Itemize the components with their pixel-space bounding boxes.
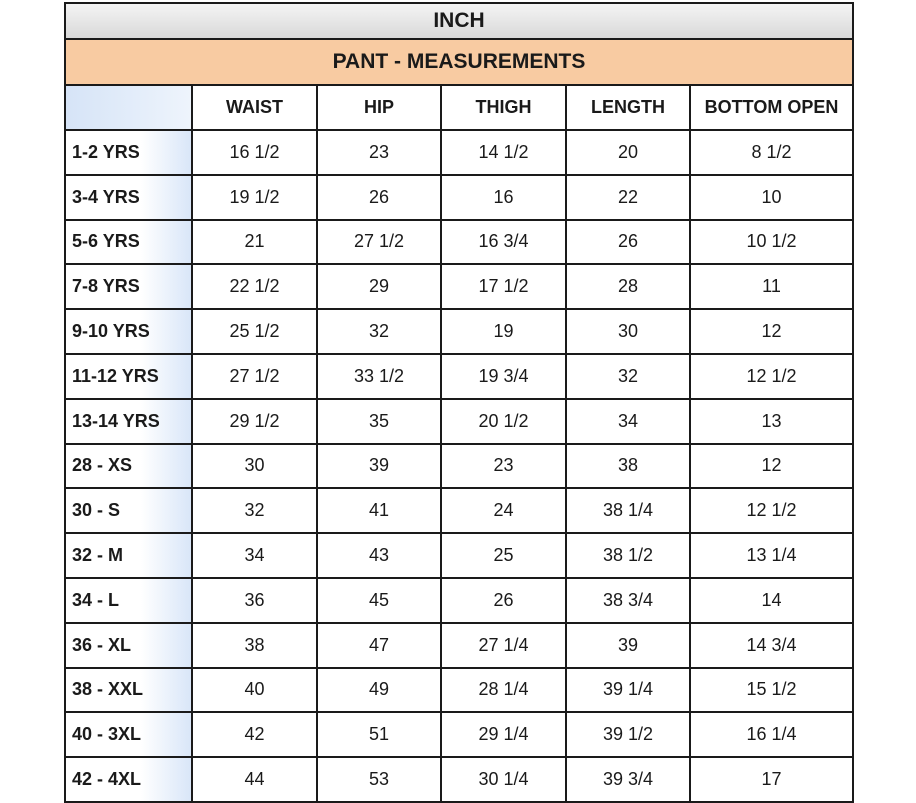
waist-cell: 29 1/2 bbox=[192, 399, 317, 444]
table-row bbox=[66, 175, 852, 220]
length-cell: 32 bbox=[566, 354, 690, 399]
hip-cell: 26 bbox=[317, 175, 441, 220]
hip-cell: 39 bbox=[317, 444, 441, 489]
thigh-column-header: THIGH bbox=[441, 86, 566, 130]
hip-column-header: HIP bbox=[317, 86, 441, 130]
length-cell: 38 1/2 bbox=[566, 533, 690, 578]
waist-cell: 16 1/2 bbox=[192, 130, 317, 175]
waist-cell: 34 bbox=[192, 533, 317, 578]
unit-label: INCH bbox=[66, 4, 852, 40]
length-cell: 39 bbox=[566, 623, 690, 668]
thigh-cell: 16 bbox=[441, 175, 566, 220]
thigh-cell: 14 1/2 bbox=[441, 130, 566, 175]
hip-cell: 33 1/2 bbox=[317, 354, 441, 399]
thigh-cell: 28 1/4 bbox=[441, 668, 566, 713]
waist-cell: 42 bbox=[192, 712, 317, 757]
length-column-header: LENGTH bbox=[566, 86, 690, 130]
waist-cell: 27 1/2 bbox=[192, 354, 317, 399]
hip-cell: 45 bbox=[317, 578, 441, 623]
hip-cell: 29 bbox=[317, 264, 441, 309]
size-column-header bbox=[66, 86, 192, 130]
waist-cell: 40 bbox=[192, 668, 317, 713]
length-cell: 39 1/2 bbox=[566, 712, 690, 757]
header-row bbox=[66, 86, 852, 130]
thigh-cell: 29 1/4 bbox=[441, 712, 566, 757]
length-cell: 30 bbox=[566, 309, 690, 354]
thigh-cell: 27 1/4 bbox=[441, 623, 566, 668]
waist-cell: 36 bbox=[192, 578, 317, 623]
table-row bbox=[66, 757, 852, 801]
waist-cell: 21 bbox=[192, 220, 317, 265]
hip-cell: 35 bbox=[317, 399, 441, 444]
length-cell: 38 1/4 bbox=[566, 488, 690, 533]
table-row bbox=[66, 623, 852, 668]
table-row bbox=[66, 488, 852, 533]
table-body bbox=[66, 130, 852, 801]
hip-cell: 43 bbox=[317, 533, 441, 578]
table-row bbox=[66, 309, 852, 354]
bottom-open-cell: 13 bbox=[690, 399, 852, 444]
chart-title: PANT - MEASUREMENTS bbox=[66, 40, 852, 86]
table-row bbox=[66, 130, 852, 175]
thigh-cell: 26 bbox=[441, 578, 566, 623]
bottom-open-cell: 10 bbox=[690, 175, 852, 220]
measurement-table bbox=[66, 86, 852, 801]
table-row bbox=[66, 220, 852, 265]
size-cell: 28 - XS bbox=[66, 444, 192, 489]
hip-cell: 49 bbox=[317, 668, 441, 713]
length-cell: 28 bbox=[566, 264, 690, 309]
hip-cell: 53 bbox=[317, 757, 441, 801]
size-cell: 13-14 YRS bbox=[66, 399, 192, 444]
waist-cell: 44 bbox=[192, 757, 317, 801]
waist-cell: 22 1/2 bbox=[192, 264, 317, 309]
size-cell: 1-2 YRS bbox=[66, 130, 192, 175]
table-row bbox=[66, 354, 852, 399]
bottom-open-cell: 12 bbox=[690, 309, 852, 354]
waist-cell: 38 bbox=[192, 623, 317, 668]
bottom-open-cell: 16 1/4 bbox=[690, 712, 852, 757]
thigh-cell: 23 bbox=[441, 444, 566, 489]
size-cell: 9-10 YRS bbox=[66, 309, 192, 354]
size-cell: 34 - L bbox=[66, 578, 192, 623]
length-cell: 39 1/4 bbox=[566, 668, 690, 713]
bottom-open-cell: 12 1/2 bbox=[690, 354, 852, 399]
thigh-cell: 17 1/2 bbox=[441, 264, 566, 309]
size-cell: 38 - XXL bbox=[66, 668, 192, 713]
size-cell: 36 - XL bbox=[66, 623, 192, 668]
size-cell: 3-4 YRS bbox=[66, 175, 192, 220]
length-cell: 38 3/4 bbox=[566, 578, 690, 623]
size-cell: 11-12 YRS bbox=[66, 354, 192, 399]
size-cell: 32 - M bbox=[66, 533, 192, 578]
size-chart bbox=[64, 2, 854, 803]
bottom-open-cell: 14 3/4 bbox=[690, 623, 852, 668]
length-cell: 20 bbox=[566, 130, 690, 175]
length-cell: 34 bbox=[566, 399, 690, 444]
waist-column-header: WAIST bbox=[192, 86, 317, 130]
thigh-cell: 24 bbox=[441, 488, 566, 533]
bottom-open-cell: 13 1/4 bbox=[690, 533, 852, 578]
thigh-cell: 20 1/2 bbox=[441, 399, 566, 444]
size-cell: 7-8 YRS bbox=[66, 264, 192, 309]
table-row bbox=[66, 399, 852, 444]
hip-cell: 47 bbox=[317, 623, 441, 668]
size-cell: 30 - S bbox=[66, 488, 192, 533]
table-row bbox=[66, 578, 852, 623]
thigh-cell: 19 3/4 bbox=[441, 354, 566, 399]
hip-cell: 41 bbox=[317, 488, 441, 533]
table-row bbox=[66, 712, 852, 757]
table-row bbox=[66, 264, 852, 309]
waist-cell: 32 bbox=[192, 488, 317, 533]
hip-cell: 27 1/2 bbox=[317, 220, 441, 265]
size-cell: 5-6 YRS bbox=[66, 220, 192, 265]
waist-cell: 25 1/2 bbox=[192, 309, 317, 354]
bottom-open-column-header: BOTTOM OPEN bbox=[690, 86, 852, 130]
length-cell: 38 bbox=[566, 444, 690, 489]
thigh-cell: 16 3/4 bbox=[441, 220, 566, 265]
length-cell: 39 3/4 bbox=[566, 757, 690, 801]
waist-cell: 19 1/2 bbox=[192, 175, 317, 220]
bottom-open-cell: 15 1/2 bbox=[690, 668, 852, 713]
bottom-open-cell: 11 bbox=[690, 264, 852, 309]
hip-cell: 51 bbox=[317, 712, 441, 757]
bottom-open-cell: 17 bbox=[761, 769, 782, 790]
length-cell: 22 bbox=[566, 175, 690, 220]
thigh-cell: 19 bbox=[441, 309, 566, 354]
bottom-open-cell: 10 1/2 bbox=[690, 220, 852, 265]
table-row bbox=[66, 444, 852, 489]
thigh-cell: 25 bbox=[441, 533, 566, 578]
bottom-open-cell: 12 1/2 bbox=[690, 488, 852, 533]
bottom-open-cell: 12 bbox=[690, 444, 852, 489]
length-cell: 26 bbox=[566, 220, 690, 265]
bottom-open-cell: 8 1/2 bbox=[690, 130, 852, 175]
size-cell: 40 - 3XL bbox=[66, 712, 192, 757]
waist-cell: 30 bbox=[192, 444, 317, 489]
bottom-open-cell: 14 bbox=[690, 578, 852, 623]
table-row bbox=[66, 533, 852, 578]
thigh-cell: 30 1/4 bbox=[441, 757, 566, 801]
hip-cell: 23 bbox=[317, 130, 441, 175]
table-row bbox=[66, 668, 852, 713]
hip-cell: 32 bbox=[317, 309, 441, 354]
size-cell: 42 - 4XL bbox=[66, 757, 192, 801]
